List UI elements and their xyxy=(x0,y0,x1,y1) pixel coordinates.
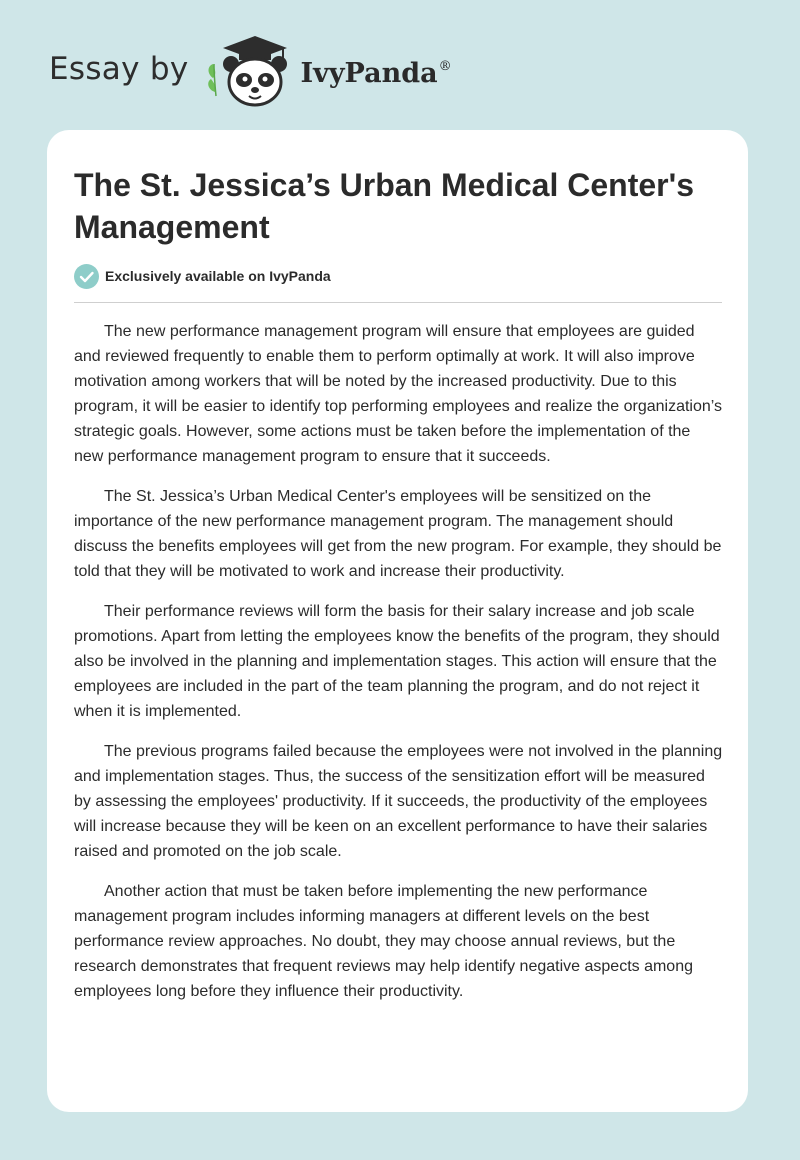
check-circle-icon xyxy=(74,264,99,289)
essay-card xyxy=(47,130,748,1112)
essay-title: The St. Jessica’s Urban Medical Center's Management xyxy=(74,167,694,245)
divider xyxy=(74,302,722,303)
brand-prefix: Essay by xyxy=(49,51,189,87)
essay-paragraph: Their performance reviews will form the basis for their salary increase and job scale promotions. Apart from letting the employees know the benefits of the program, they should also be involved in the planning and implementation stages. This action will ensure that the employees are included in the part of the team planning the program, and do not reject it when it is implemented. xyxy=(74,603,720,720)
exclusive-badge xyxy=(74,263,331,289)
brand-name xyxy=(301,58,452,89)
essay-paragraph: Another action that must be taken before implementing the new performance management program includes informing managers at different levels on the best performance review approaches. No doubt, they may choose annual reviews, but the research demonstrates that frequent reviews may help identify negative aspects among employees long before they influence their productivity. xyxy=(74,883,693,1000)
badge-text: Exclusively available on IvyPanda xyxy=(105,268,331,284)
ivypanda-logo-icon xyxy=(203,34,295,110)
brand-name-text: IvyPanda xyxy=(300,57,438,89)
essay-paragraph: The new performance management program will ensure that employees are guided and reviewed frequently to enable them to perform optimally at work. It will also improve motivation among workers that will be noted by the increased productivity. Due to this program, it will be easier to identify top performing employees and realize the organization’s strategic goals. However, some actions must be taken before the implementation of the new performance management program to ensure that it succeeds. xyxy=(74,323,723,465)
essay-paragraph: The St. Jessica’s Urban Medical Center's employees will be sensitized on the importance of the new performance management program. The management should discuss the benefits employees will get from the new program. For example, they should be told that they will be motivated to work and increase their productivity. xyxy=(74,488,722,580)
brand-header[interactable] xyxy=(49,34,452,110)
essay-paragraph: The previous programs failed because the employees were not involved in the planning and implementation stages. Thus, the success of the sensitization effort will be measured by assessing the employees' productivity. If it succeeds, the productivity of the employees will increase because they will be keen on an excellent performance to have their salaries raised and promoted on the job scale. xyxy=(74,743,723,860)
essay-body xyxy=(74,319,724,1019)
registered-mark: ® xyxy=(438,58,452,74)
